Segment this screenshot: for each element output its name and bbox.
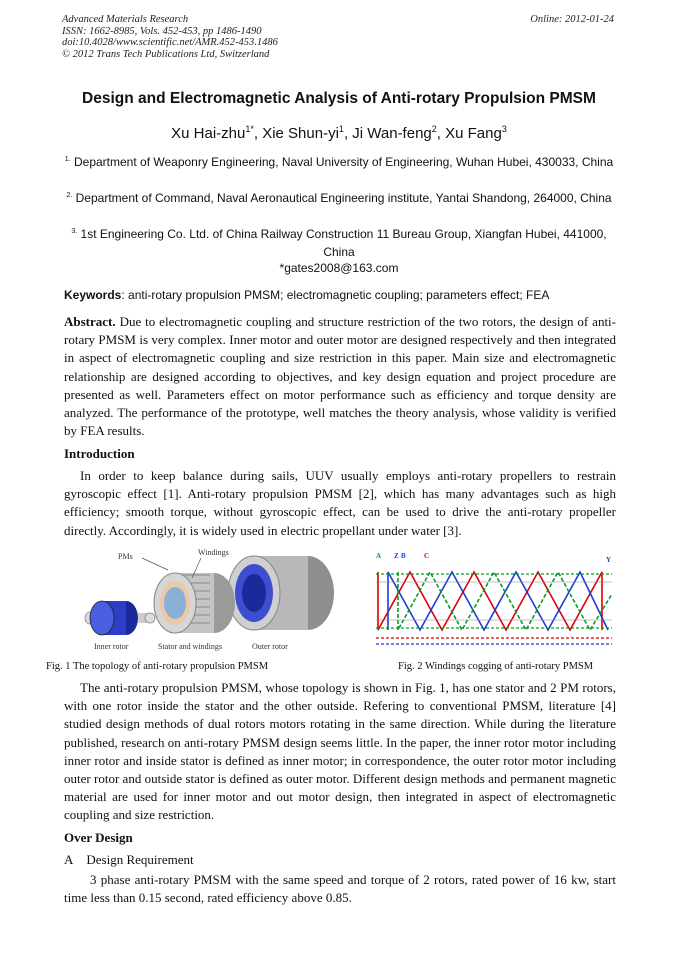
- affiliation-2: [60, 187, 618, 207]
- affiliation-text: Department of Weaponry Engineering, Naval University of Engineering, Wuhan Hubei, 430033, China: [73, 155, 614, 169]
- fig2-label-z: Z: [394, 552, 399, 560]
- author-sup: 1*: [245, 124, 254, 134]
- section-heading-over-design: Over Design: [64, 830, 133, 845]
- email[interactable]: *gates2008@163.com: [279, 261, 399, 275]
- author-sup: 1: [338, 124, 344, 134]
- fig2-label-b: B: [401, 552, 406, 560]
- author-name: Xu Hai-zhu: [171, 125, 246, 142]
- keywords-text: : anti-rotary propulsion PMSM; electromagnetic coupling; parameters effect; FEA: [121, 288, 550, 302]
- keywords-label: Keywords: [64, 288, 122, 302]
- figure-1: [64, 548, 360, 654]
- affiliation-3: [60, 223, 618, 261]
- fig2-windings-diagram: [372, 554, 614, 650]
- intro-paragraph-1: In order to keep balance during sails, UUV usually employs anti-rotary propellers to restrain gyroscopic effect [1]. Anti-rotary propulsion PMSM [2], which has many advantages such as high efficiency; smooth torque, without gyroscopic effect, can be used to drive the anti-rotary propeller directly. Accordingly, it is widely used in electric propellant under water [3].: [64, 468, 616, 538]
- journal-header: [62, 14, 278, 60]
- issn: ISSN: 1662-8985, Vols. 452-453, pp 1486-1490: [62, 25, 262, 37]
- author-sup: 2: [431, 124, 437, 134]
- author-list: Xu Hai-zhu$^{1*}$, Xie Shun-$yi^1$, Ji Wan-feng$^2$, Xu Fang$^3$: [171, 124, 507, 142]
- affiliation-num: 1.: [64, 156, 71, 163]
- abstract-text: Due to electromagnetic coupling and structure restriction of the two rotors, the design of anti-rotary PMSM is very complex. Inner motor and outer motor are designed respectively and then integrated in aspect of electromagnetic coupling and size restriction in this paper. Main size and electromagnetic relationship are designed according to objectives, and key design equation and project procedure are presented as well. Parameters effect on motor performance such as efficiency and torque density are analyzed. The performance of the prototype, well matches the theory analysis, whose validity is verified by FEA results.: [64, 314, 616, 439]
- journal-name: Advanced Materials Research: [62, 14, 189, 25]
- section-heading-introduction: Introduction: [64, 446, 135, 461]
- fig1-label-windings: Windings: [198, 548, 229, 557]
- affiliation-num: 3.: [71, 228, 78, 235]
- author-sup: 3: [501, 124, 507, 134]
- fig1-label-stator: Stator and windings: [158, 642, 222, 651]
- affiliation-text: Department of Command, Naval Aeronautical Engineering institute, Yantai Shandong, 264000, China: [75, 191, 612, 205]
- subsection-title: Design Requirement: [86, 852, 194, 867]
- copyright: © 2012 Trans Tech Publications Ltd, Switzerland: [62, 48, 270, 60]
- fig2-label-c: C: [424, 552, 430, 560]
- subsection-label: A: [64, 852, 74, 867]
- author-name: Xu Fang: [445, 125, 502, 142]
- doi: doi:10.4028/www.scientific.net/AMR.452-453.1486: [62, 37, 278, 48]
- online-date: Online: 2012-01-24: [530, 14, 614, 25]
- intro-paragraph-2: The anti-rotary propulsion PMSM, whose topology is shown in Fig. 1, has one stator and 2 PM rotors, with one rotor inside the stator and the other outside. Refering to conventional PMSM, literature [4] studied design methods of dual rotors motors rotating in the same direction. While during the literature published, research on anti-rotary PMSM design seems little. In the paper, the inner rotor motor including inner rotor and inside stator is defined as inner motor; in correspondence, the outer rotor motor including outer rotor and outside stator is defined as outer motor. Different design methods and permanent magnetic material are used for inner motor and out motor design, then integrated in aspect of electromagnetic coupling and size restriction.: [64, 680, 616, 823]
- fig1-topology-illustration: [64, 548, 360, 654]
- figure-2-caption: Fig. 2 Windings cogging of anti-rotary PMSM: [398, 661, 594, 672]
- keywords: [64, 288, 616, 302]
- fig2-label-y: Y: [606, 556, 612, 564]
- subsection-heading: [64, 852, 194, 868]
- figure-2: [372, 554, 614, 650]
- fig1-label-inner-rotor: Inner rotor: [94, 642, 129, 651]
- affiliation-num: 2.: [66, 192, 73, 199]
- fig1-label-pms: PMs: [118, 552, 133, 561]
- design-requirement-paragraph: 3 phase anti-rotary PMSM with the same speed and torque of 2 rotors, rated power of 16 kw, start time less than 0.15 second, rated efficiency above 0.85.: [64, 872, 616, 906]
- abstract-label: Abstract.: [64, 314, 116, 329]
- paper-title: Design and Electromagnetic Analysis of Anti-rotary Propulsion PMSM: [82, 90, 596, 107]
- fig2-label-a: A: [376, 552, 382, 560]
- fig1-label-outer-rotor: Outer rotor: [252, 642, 288, 651]
- author-name: Ji Wan-feng: [352, 125, 432, 142]
- affiliation-1: [60, 151, 618, 171]
- author-name: Xie Shun-yi: [262, 125, 339, 142]
- abstract: [64, 313, 616, 440]
- figure-1-caption: Fig. 1 The topology of anti-rotary propulsion PMSM: [46, 661, 269, 672]
- affiliation-text: 1st Engineering Co. Ltd. of China Railway Construction 11 Bureau Group, Xiangfan Hubei, 441000, China: [80, 227, 607, 259]
